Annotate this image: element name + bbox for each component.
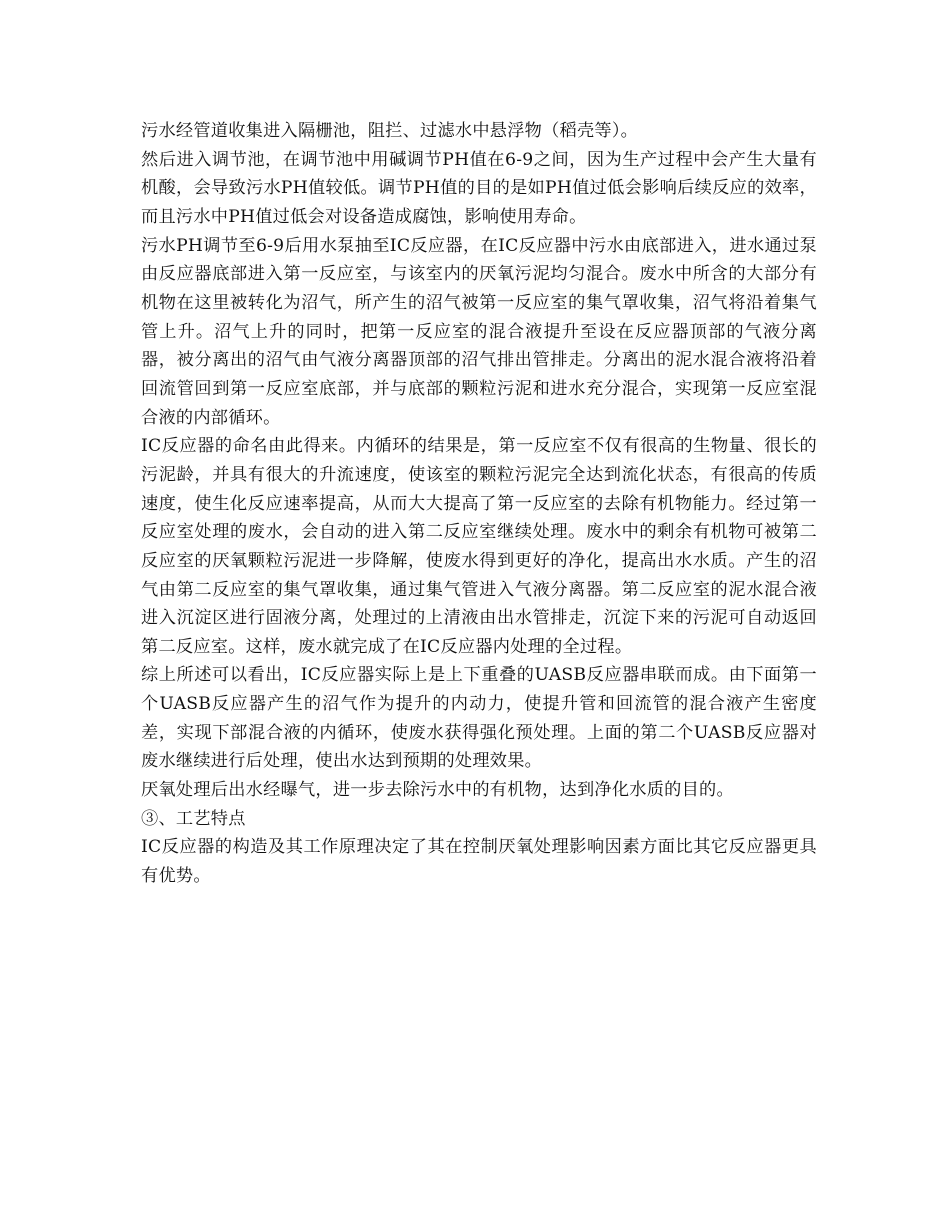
paragraph-ic-second-chamber: IC反应器的命名由此得来。内循环的结果是，第一反应室不仅有很高的生物量、很长的污泥龄，并具有很大的升流速度，使该室的颗粒污泥完全达到流化状态，有很高的传质速度，使生化反应速率提高，从而大大提高了第一反应室的去除有机物能力。经过第一反应室处理的废水，会自动的进入第二反应室继续处理。废水中的剩余有机物可被第二反应室的厌氧颗粒污泥进一步降解，使废水得到更好的净化，提高出水水质。产生的沼气由第二反应室的集气罩收集，通过集气管进入气液分离器。第二反应室的泥水混合液进入沉淀区进行固液分离，处理过的上清液由出水管排走，沉淀下来的污泥可自动返回第二反应室。这样，废水就完成了在IC反应器内处理的全过程。: [141, 436, 817, 657]
paragraph-uasb-summary: 综上所述可以看出，IC反应器实际上是上下重叠的UASB反应器串联而成。由下面第一个UASB反应器产生的沼气作为提升的内动力，使提升管和回流管的混合液产生密度差，实现下部混合液的内循环，使废水获得强化预处理。上面的第二个UASB反应器对废水继续进行后处理，使出水达到预期的处理效果。: [141, 665, 817, 772]
paragraph-aeration: 厌氧处理后出水经曝气，进一步去除污水中的有机物，达到净化水质的目的。: [141, 780, 734, 801]
paragraph-ph-adjustment: 然后进入调节池，在调节池中用碱调节PH值在6-9之间，因为生产过程中会产生大量有机酸，会导致污水PH值较低。调节PH值的目的是如PH值过低会影响后续反应的效率，而且污水中PH值过低会对设备造成腐蚀，影响使用寿命。: [141, 149, 817, 227]
paragraph-screening: 污水经管道收集进入隔栅池，阻拦、过滤水中悬浮物（稻壳等）。: [141, 121, 639, 141]
paragraph-ic-first-chamber: 污水PH调节至6-9后用水泵抽至IC反应器，在IC反应器中污水由底部进入，进水通过泵由反应器底部进入第一反应室，与该室内的厌氧污泥均匀混合。废水中所含的大部分有机物在这里被转化为沼气，所产生的沼气被第一反应室的集气罩收集，沼气将沿着集气管上升。沼气上升的同时，把第一反应室的混合液提升至设在反应器顶部的气液分离器，被分离出的沼气由气液分离器顶部的沼气排出管排走。分离出的泥水混合液将沿着回流管回到第一反应室底部，并与底部的颗粒污泥和进水充分混合，实现第一反应室混合液的内部循环。: [141, 235, 817, 428]
document-body: [141, 117, 817, 891]
section-heading-process-features: ③、工艺特点: [141, 808, 246, 829]
paragraph-ic-advantages: IC反应器的构造及其工作原理决定了其在控制厌氧处理影响因素方面比其它反应器更具有优势。: [141, 837, 817, 887]
